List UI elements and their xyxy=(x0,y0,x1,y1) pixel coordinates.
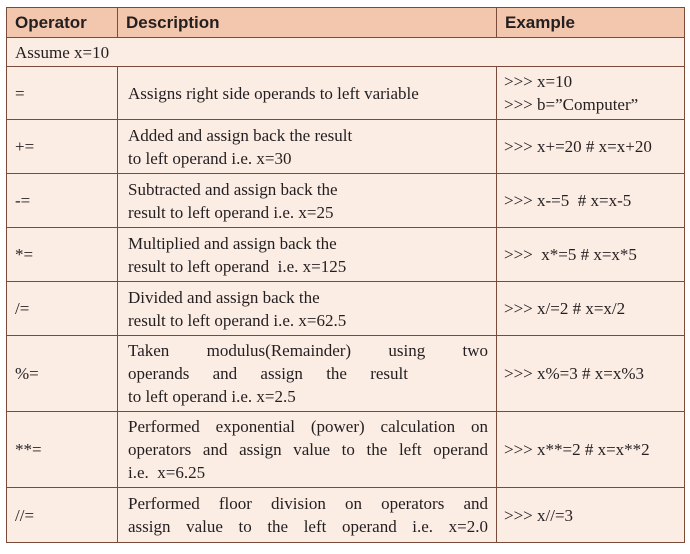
description-line: Taken modulus(Remainder) using two xyxy=(128,341,488,360)
description-line: Assigns right side operands to left variable xyxy=(128,83,419,103)
table-row xyxy=(7,120,685,174)
description-line: operators and assign value to the left operand xyxy=(128,440,488,459)
description-line: result to left operand i.e. x=25 xyxy=(128,202,334,222)
description-cell xyxy=(118,228,497,282)
table-row xyxy=(7,336,685,412)
operator-cell: *= xyxy=(7,228,118,282)
header-description: Description xyxy=(118,8,497,38)
operator-cell: = xyxy=(7,67,118,120)
operator-cell: += xyxy=(7,120,118,174)
table-row xyxy=(7,282,685,336)
description-line: Performed floor division on operators and xyxy=(128,494,488,513)
description-line: Multiplied and assign back the xyxy=(128,233,337,253)
description-cell xyxy=(118,282,497,336)
table-row xyxy=(7,174,685,228)
example-cell xyxy=(497,174,685,228)
example-line: >>> x*=5 # x=x*5 xyxy=(504,245,637,264)
description-cell xyxy=(118,174,497,228)
example-cell xyxy=(497,67,685,120)
operator-table-container xyxy=(6,7,685,543)
table-row xyxy=(7,488,685,543)
description-cell xyxy=(118,412,497,488)
description-cell xyxy=(118,336,497,412)
description-line: Added and assign back the result xyxy=(128,125,353,145)
example-line: >>> x%=3 # x=x%3 xyxy=(504,364,645,383)
example-cell xyxy=(497,228,685,282)
example-line: >>> x//=3 xyxy=(504,505,574,525)
example-cell xyxy=(497,488,685,543)
header-example: Example xyxy=(497,8,685,38)
example-cell xyxy=(497,120,685,174)
assume-note: Assume x=10 xyxy=(7,38,685,67)
description-line: Subtracted and assign back the xyxy=(128,179,338,199)
example-line: >>> x=10 xyxy=(504,72,573,91)
description-line: operands and assign the result xyxy=(128,364,408,383)
example-line: >>> x-=5 # x=x-5 xyxy=(504,191,632,210)
example-line: >>> x+=20 # x=x+20 xyxy=(504,137,652,156)
operator-cell: //= xyxy=(7,488,118,543)
table-row xyxy=(7,228,685,282)
operator-cell: /= xyxy=(7,282,118,336)
assignment-operators-table xyxy=(6,7,685,543)
description-line: result to left operand i.e. x=62.5 xyxy=(128,310,347,330)
header-operator: Operator xyxy=(7,8,118,38)
description-line: to left operand i.e. x=30 xyxy=(128,148,292,168)
example-cell xyxy=(497,336,685,412)
description-line: to left operand i.e. x=2.5 xyxy=(128,387,296,406)
description-line: i.e. x=6.25 xyxy=(128,463,206,482)
header-row xyxy=(7,8,685,38)
example-line: >>> x/=2 # x=x/2 xyxy=(504,299,626,318)
description-cell xyxy=(118,120,497,174)
assume-row xyxy=(7,38,685,67)
description-cell xyxy=(118,67,497,120)
example-line: >>> b=”Computer” xyxy=(504,95,639,114)
example-line: >>> x**=2 # x=x**2 xyxy=(504,440,650,459)
description-cell xyxy=(118,488,497,543)
description-line: result to left operand i.e. x=125 xyxy=(128,256,347,276)
description-line: Performed exponential (power) calculation on xyxy=(128,417,488,436)
example-cell xyxy=(497,282,685,336)
table-row xyxy=(7,412,685,488)
operator-cell: -= xyxy=(7,174,118,228)
description-line: Divided and assign back the xyxy=(128,287,320,307)
table-row xyxy=(7,67,685,120)
example-cell xyxy=(497,412,685,488)
description-line: assign value to the left operand i.e. x=2.0 xyxy=(128,517,488,536)
operator-cell: %= xyxy=(7,336,118,412)
operator-cell: **= xyxy=(7,412,118,488)
